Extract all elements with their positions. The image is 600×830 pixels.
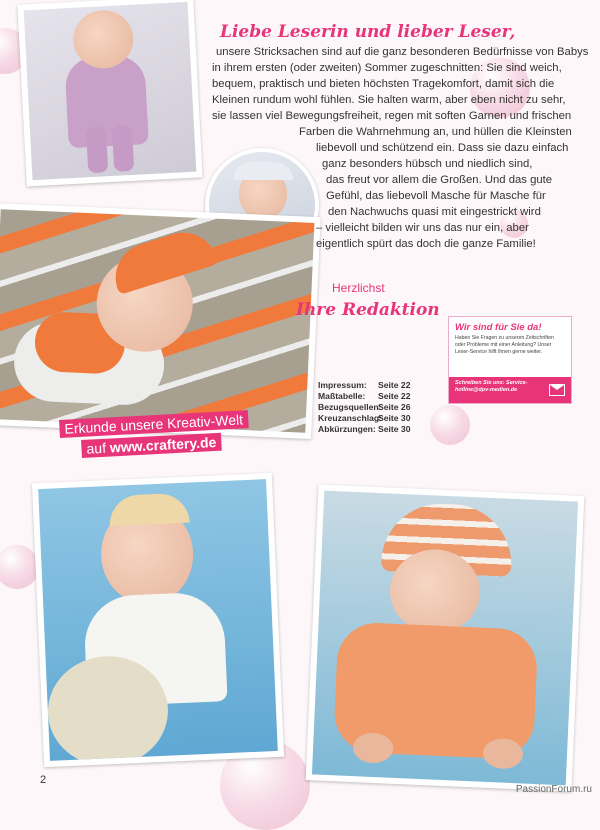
index-label: Abkürzungen: xyxy=(318,424,376,434)
signature: Ihre Redaktion xyxy=(296,300,440,320)
text-line: bequem, praktisch und bieten höchsten Tragekomfort, damit sich die xyxy=(212,78,555,90)
envelope-icon xyxy=(549,384,565,396)
decorative-bubble xyxy=(500,210,528,238)
greeting: Herzlichst xyxy=(332,281,385,295)
index-row xyxy=(318,391,411,402)
photo-baby-white-cardigan xyxy=(32,473,284,767)
text-line: Kleinen rundum wohl fühlen. Sie halten warm, aber eben nicht zu sehr, xyxy=(212,94,566,106)
photo-baby-purple-cardigan xyxy=(17,0,202,186)
page-index xyxy=(318,380,411,435)
photo-baby-striped-blanket xyxy=(0,203,321,439)
text-line: eigentlich spürt das doch die ganze Familie! xyxy=(316,238,536,250)
reader-service-email[interactable]: Schreiben Sie uns: Service-hotline@dpv-medien.de xyxy=(455,380,528,393)
index-page: Seite 30 xyxy=(378,424,411,434)
text-line: das freut vor allem die Großen. Und das gute xyxy=(326,174,553,186)
editorial-heading: Liebe Leserin und lieber Leser, xyxy=(220,22,516,42)
index-label: Impressum: xyxy=(318,380,367,390)
craftery-banner-line2[interactable] xyxy=(81,433,222,458)
index-page: Seite 22 xyxy=(378,391,411,401)
index-label: Bezugsquellen: xyxy=(318,402,382,412)
index-label: Maßtabelle: xyxy=(318,391,366,401)
index-row xyxy=(318,424,411,435)
index-page: Seite 26 xyxy=(378,402,411,412)
index-row xyxy=(318,413,411,424)
reader-service-text: Haben Sie Fragen zu unseren Zeitschriften oder Probleme mit einer Anleitung? Unser Leser-Service hilft Ihnen gerne weiter. xyxy=(455,335,554,355)
text-line: Gefühl, das liebevoll Masche für Masche für xyxy=(326,190,546,202)
reader-service-box xyxy=(448,316,572,404)
reader-service-title: Wir sind für Sie da! xyxy=(449,317,571,335)
index-page: Seite 30 xyxy=(378,413,411,423)
text-line: unsere Stricksachen sind auf die ganz besonderen Bedürfnisse von Babys xyxy=(216,46,589,58)
text-line: – vielleicht bilden wir uns das nur ein, aber xyxy=(316,222,529,234)
decorative-bubble xyxy=(470,58,530,118)
index-row xyxy=(318,380,411,391)
index-page: Seite 22 xyxy=(378,380,411,390)
text-line: liebevoll und schützend ein. Dass sie dazu einfach xyxy=(316,142,569,154)
photo-baby-orange-set xyxy=(306,484,585,791)
page-number: 2 xyxy=(40,774,47,786)
craftery-banner-line1: Erkunde unsere Kreativ-Welt xyxy=(59,410,248,438)
text-line: ganz besonders hübsch und niedlich sind, xyxy=(322,158,533,170)
decorative-bubble xyxy=(0,545,39,589)
index-label: Kreuzanschlag: xyxy=(318,413,382,423)
craftery-link[interactable]: www.craftery.de xyxy=(109,433,217,456)
watermark: PassionForum.ru xyxy=(515,784,592,795)
text-line: den Nachwuchs quasi mit eingestrickt wird xyxy=(328,206,541,218)
text-line: sie lassen viel Bewegungsfreiheit, regen mit soften Garnen und frischen xyxy=(212,110,572,122)
index-row xyxy=(318,402,411,413)
text-line: in ihrem ersten (oder zweiten) Sommer zugeschnitten: Sie sind weich, xyxy=(212,62,562,74)
decorative-bubble xyxy=(430,405,470,445)
craftery-banner-prefix: auf xyxy=(86,439,111,457)
text-line: Farben die Wahrnehmung an, und hüllen die Kleinsten xyxy=(299,126,572,138)
